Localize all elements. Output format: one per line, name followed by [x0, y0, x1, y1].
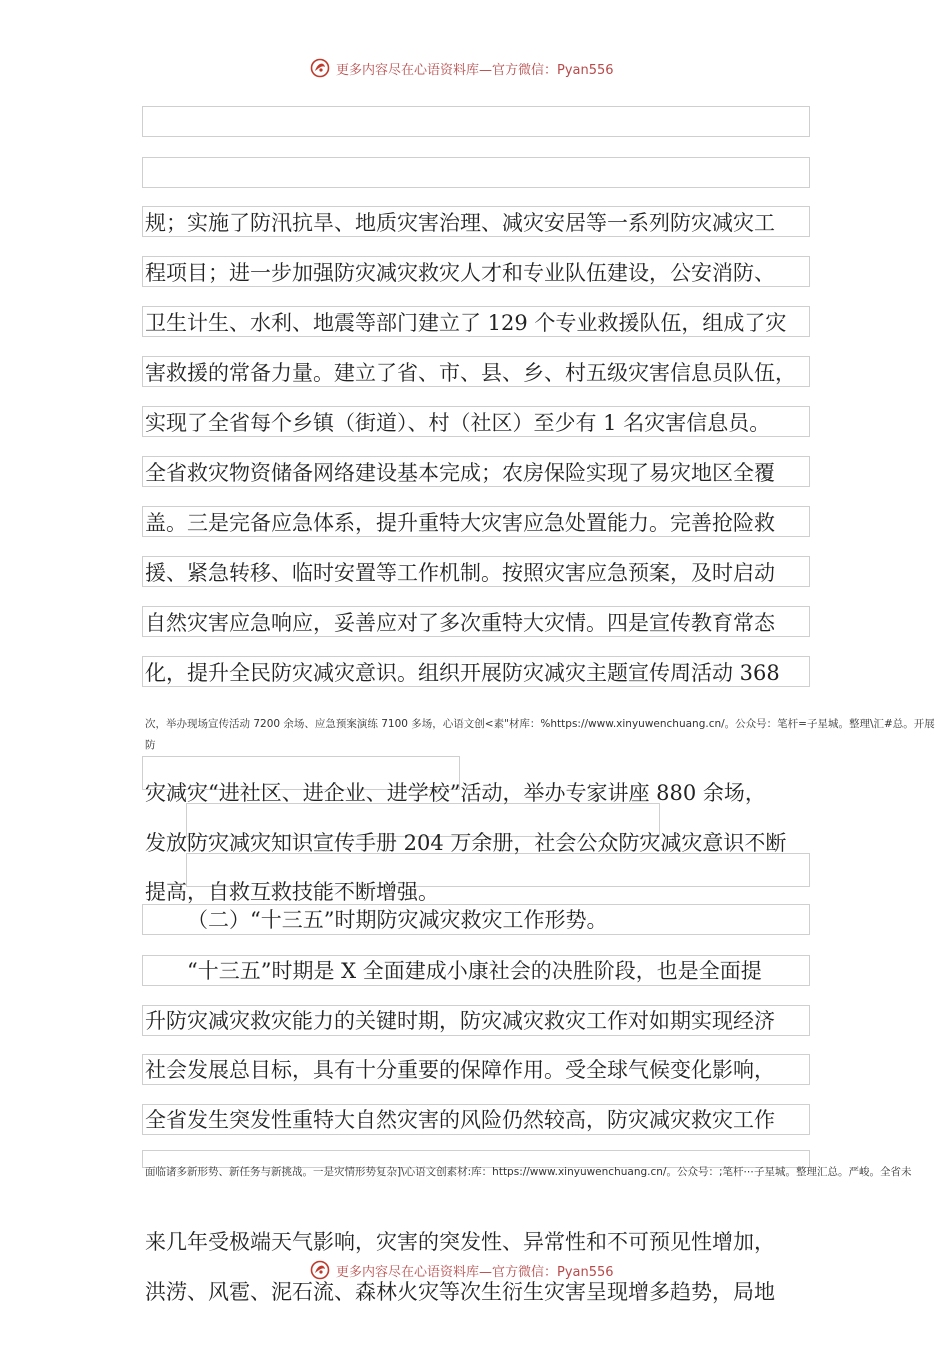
- body-line: 全省救灾物资储备网络建设基本完成；农房保险实现了易灾地区全覆: [145, 461, 775, 485]
- empty-field-box: [142, 157, 810, 188]
- body-line: 盖。三是完备应急体系，提升重特大灾害应急处置能力。完善抢险救: [145, 511, 775, 535]
- body-line: 发放防灾减灾知识宣传手册 204 万余册，社会公众防灾减灾意识不断: [145, 831, 787, 855]
- body-line: 来几年受极端天气影响，灾害的突发性、异常性和不可预见性增加，: [145, 1230, 775, 1254]
- body-line: 实现了全省每个乡镇（街道）、村（社区）至少有 1 名灾害信息员。: [145, 411, 771, 435]
- empty-field-box: [142, 106, 810, 137]
- body-line: 升防灾减灾救灾能力的关键时期，防灾减灾救灾工作对如期实现经济: [145, 1009, 775, 1033]
- small-note: 面临诸多新形势、新任务与新挑战。一是灾情形势复杂]\心语文创素材:库：https://www.xinyuwenchuang.cn/。公众号：;笔杆⋯子星城。整理汇总。严峻。全省未: [145, 1166, 912, 1178]
- body-line: 援、紧急转移、临时安置等工作机制。按照灾害应急预案，及时启动: [145, 561, 775, 585]
- body-line: 自然灾害应急响应，妥善应对了多次重特大灾情。四是宣传教育常态: [145, 611, 775, 635]
- body-line: 害救援的常备力量。建立了省、市、县、乡、村五级灾害信息员队伍，: [145, 361, 796, 385]
- body-line: 全省发生突发性重特大自然灾害的风险仍然较高，防灾减灾救灾工作: [145, 1108, 775, 1132]
- body-line: 灾减灾“进社区、进企业、进学校”活动，举办专家讲座 880 余场，: [145, 781, 766, 805]
- body-line: “十三五”时期是 X 全面建成小康社会的决胜阶段，也是全面提: [187, 959, 762, 983]
- body-line: 提高，自救互救技能不断增强。: [145, 880, 439, 904]
- swirl-logo-icon: [310, 1260, 330, 1280]
- body-line: 洪涝、风雹、泥石流、森林火灾等次生衍生灾害呈现增多趋势，局地: [145, 1280, 775, 1304]
- watermark-text: 更多内容尽在心语资料库—官方微信：Pyan556: [336, 62, 614, 78]
- body-line: 化，提升全民防灾减灾意识。组织开展防灾减灾主题宣传周活动 368: [145, 661, 780, 685]
- watermark-header: [310, 56, 614, 80]
- watermark-text: 更多内容尽在心语资料库—官方微信：Pyan556: [336, 1264, 614, 1280]
- small-note: 次，举办现场宣传活动 7200 余场、应急预案演练 7100 多场，心语文创<素"材库：%https://www.xinyuwenchuang.cn/。公众号：笔杆=子星城。整理\汇#总。开展防: [145, 718, 935, 751]
- body-line: 程项目；进一步加强防灾减灾救灾人才和专业队伍建设，公安消防、: [145, 261, 775, 285]
- body-line: 社会发展总目标，具有十分重要的保障作用。受全球气候变化影响，: [145, 1058, 775, 1082]
- section-heading: （二）“十三五”时期防灾减灾救灾工作形势。: [187, 908, 608, 932]
- body-line: 卫生计生、水利、地震等部门建立了 129 个专业救援队伍，组成了灾: [145, 311, 787, 335]
- swirl-logo-icon: [310, 58, 330, 78]
- body-line: 规；实施了防汛抗旱、地质灾害治理、减灾安居等一系列防灾减灾工: [145, 211, 775, 235]
